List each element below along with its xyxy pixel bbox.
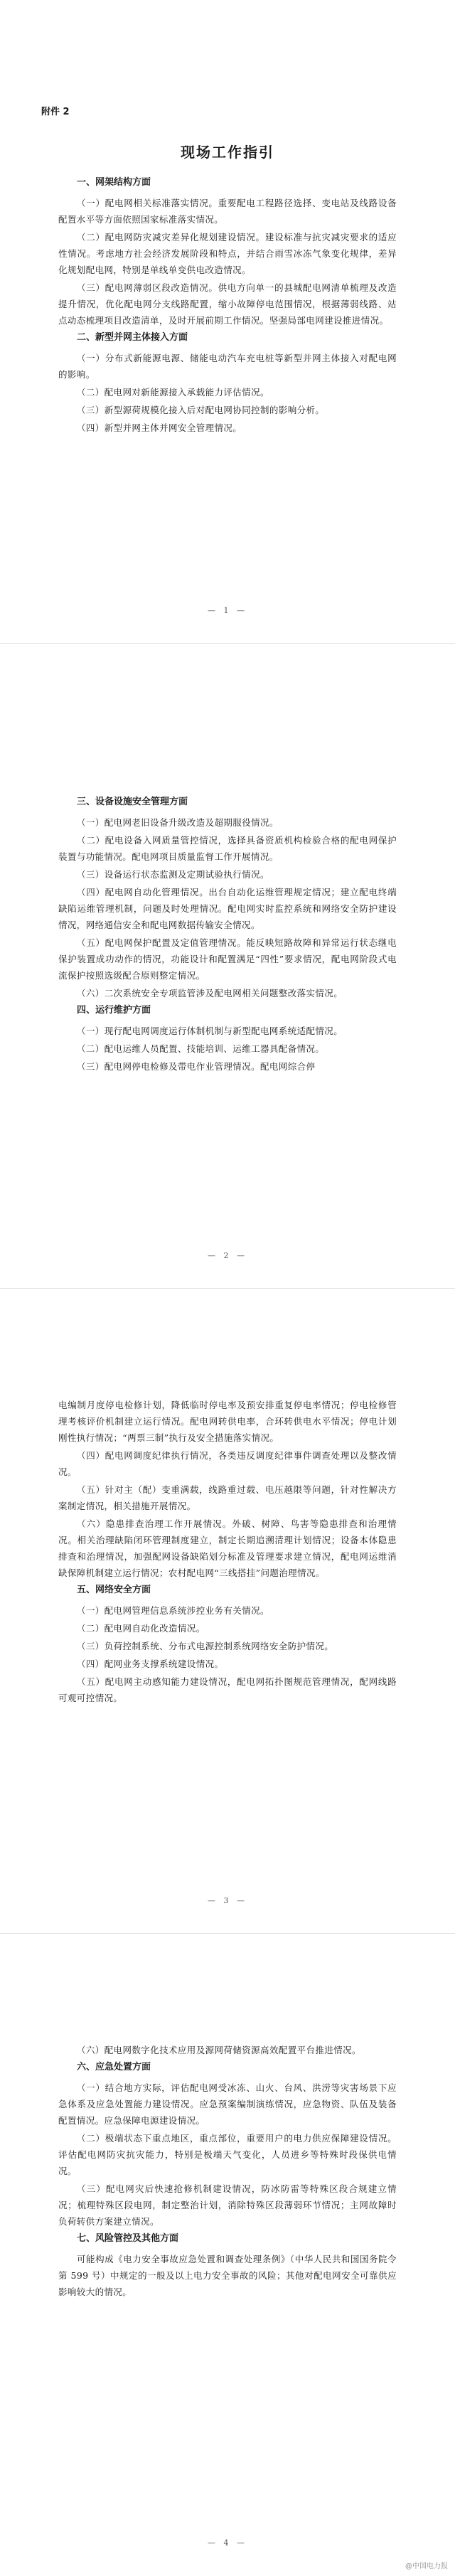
page-number: — 3 — (208, 1896, 247, 1905)
body-paragraph: （一）配电网老旧设备升级改造及超期服役情况。 (77, 817, 279, 828)
body-paragraph: 可能构成《电力安全事故应急处置和调查处理条例》（中华人民共和国国务院令第 599 号）中规定的一般及以上电力安全事故的风险；其他对配电网安全可靠供应影响较大的情况。 (58, 2254, 397, 2297)
body-paragraph: （二）配电运维人员配置、技能培训、运维工器具配备情况。 (77, 1043, 325, 1054)
body-paragraph: 电编制月度停电检修计划，降低临时停电率及预安排重复停电率情况；停电检修管理考核评价机制建立运行情况。配电网转供电率，合环转供电水平情况；停电计划刚性执行情况；“两票三制”执行及安全措施落实情况。 (58, 1400, 397, 1443)
body-paragraph: （六）配电网数字化技术应用及源网荷储资源高效配置平台推进情况。 (77, 2045, 361, 2055)
section-heading: 三、设备设施安全管理方面 (77, 797, 188, 807)
body-paragraph: （一）配电网相关标准落实情况。重要配电工程路径选择、变电站及线路设备配置水平等方面依照国家标准落实情况。 (58, 198, 397, 225)
body-paragraph: （二）配电网对新能源接入承载能力评估情况。 (77, 387, 269, 398)
body-paragraph: （四）新型并网主体并网安全管理情况。 (77, 422, 242, 433)
document-page-2 (0, 644, 455, 1289)
body-paragraph: （四）配电网自动化管理情况。出台自动化运维管理规定情况；建立配电终端缺陷运维管理机制，问题及时处理情况。配电网实时监控系统和网络安全防护建设情况，网络通信安全和配电网数据传输安全情况。 (58, 887, 397, 930)
body-paragraph: （五）针对主（配）变重满载，线路重过载、电压越限等问题，针对性解决方案制定情况，相关措施开展情况。 (58, 1484, 397, 1511)
body-paragraph: （三）配电网停电检修及带电作业管理情况。配电网综合停 (77, 1061, 316, 1072)
body-paragraph: （一）分布式新能源电源、储能电动汽车充电桩等新型并网主体接入对配电网的影响。 (58, 353, 397, 380)
body-paragraph: （二）配电设备入网质量管控情况，选择具备资质机构检验合格的配电网保护装置与功能情况。配电网项目质量监督工作开展情况。 (58, 835, 397, 862)
section-heading: 七、风险管控及其他方面 (77, 2233, 179, 2244)
document-page-4 (0, 1934, 455, 2576)
body-paragraph: （一）现行配电网调度运行体制机制与新型配电网系统适配情况。 (77, 1026, 343, 1036)
page-3-body (58, 1397, 397, 1708)
page-2-body (58, 794, 397, 1076)
body-paragraph: （二）配电网自动化改造情况。 (77, 1623, 205, 1634)
body-paragraph: （三）新型源荷规模化接入后对配电网协同控制的影响分析。 (77, 405, 325, 415)
body-paragraph: （三）负荷控制系统、分布式电源控制系统网络安全防护情况。 (77, 1641, 334, 1651)
body-paragraph: （三）设备运行状态监测及定期试验执行情况。 (77, 869, 269, 880)
page-4-body (58, 2042, 397, 2301)
source-watermark: @中国电力报 (405, 2562, 448, 2570)
page-1-body (58, 175, 397, 437)
body-paragraph: （四）配网业务支撑系统建设情况。 (77, 1659, 224, 1669)
body-paragraph: （五）配电网保护配置及定值管理情况。能反映短路故障和异常运行状态继电保护装置成功动作的情况，功能设计和配置满足“四性”要求情况，配电网阶段式电流保护按照选级配合原则整定情况。 (58, 937, 397, 981)
body-paragraph: （二）配电网防灾减灾差异化规划建设情况。建设标准与抗灾减灾要求的适应性情况。考虑地方社会经济发展阶段和特点，并结合雨雪冰冻气象变化规律，差异化规划配电网，特别是单线单变供电改造情况。 (58, 232, 397, 275)
section-heading: 一、网架结构方面 (77, 177, 151, 188)
section-heading: 四、运行维护方面 (77, 1005, 151, 1016)
body-paragraph: （五）配电网主动感知能力建设情况，配电网拓扑图规范管理情况，配网线路可观可控情况。 (58, 1676, 397, 1703)
document-title: 现场工作指引 (181, 144, 274, 161)
body-paragraph: （六）二次系统安全专项监管涉及配电网相关问题整改落实情况。 (77, 988, 343, 999)
attachment-label: 附件 2 (41, 107, 70, 117)
body-paragraph: （四）配电网调度纪律执行情况，各类违反调度纪律事件调查处理以及整改情况。 (58, 1450, 397, 1477)
section-heading: 五、网络安全方面 (77, 1585, 151, 1595)
section-heading: 六、应急处置方面 (77, 2062, 151, 2072)
section-heading: 二、新型并网主体接入方面 (77, 332, 188, 343)
body-paragraph: （二）极端状态下重点地区，重点部位，重要用户的电力供应保障建设情况。评估配电网防灾抗灾能力，特别是极端天气变化，人员进乡等特殊时段保供电情况。 (58, 2133, 397, 2176)
document-page-3 (0, 1289, 455, 1934)
body-paragraph: （三）配电网薄弱区段改造情况。供电方向单一的县城配电网清单梳理及改造提升情况，优化配电网分支线路配置，缩小故障停电范围情况，根据薄弱线路、站点动态梳理项目改造清单，及时开展前期工作情况。坚强局部电网建设推进情况。 (58, 282, 397, 326)
page-number: — 4 — (208, 2538, 247, 2548)
page-number: — 1 — (208, 606, 247, 615)
body-paragraph: （一）结合地方实际，评估配电网受冰冻、山火、台风、洪涝等灾害场景下应急体系及应急处置能力建设情况。应急预案编制演练情况，应急物资、队伍及装备配置情况。应急保障电源建设情况。 (58, 2082, 397, 2126)
body-paragraph: （六）隐患排查治理工作开展情况。外破、树障、鸟害等隐患排查和治理情况。相关治理缺陷闭环管理制度建立，制定长期追溯清理计划情况；设备本体隐患排查和治理情况，加强配网设备缺陷划分标准及管理要求建立情况，配电网运维消缺保障机制建立运行情况；农村配电网“三线搭挂”问题治理情况。 (58, 1518, 397, 1578)
page-number: — 2 — (208, 1251, 247, 1260)
body-paragraph: （一）配电网管理信息系统涉控业务有关情况。 (77, 1605, 269, 1616)
document-page-1 (0, 0, 455, 644)
body-paragraph: （三）配电网灾后快速抢修机制建设情况，防冰防雷等特殊区段合规建立情况；梳理特殊区段电网，制定整治计划，消除特殊区段薄弱环节情况；主网故障时负荷转供方案建立情况。 (58, 2183, 397, 2227)
